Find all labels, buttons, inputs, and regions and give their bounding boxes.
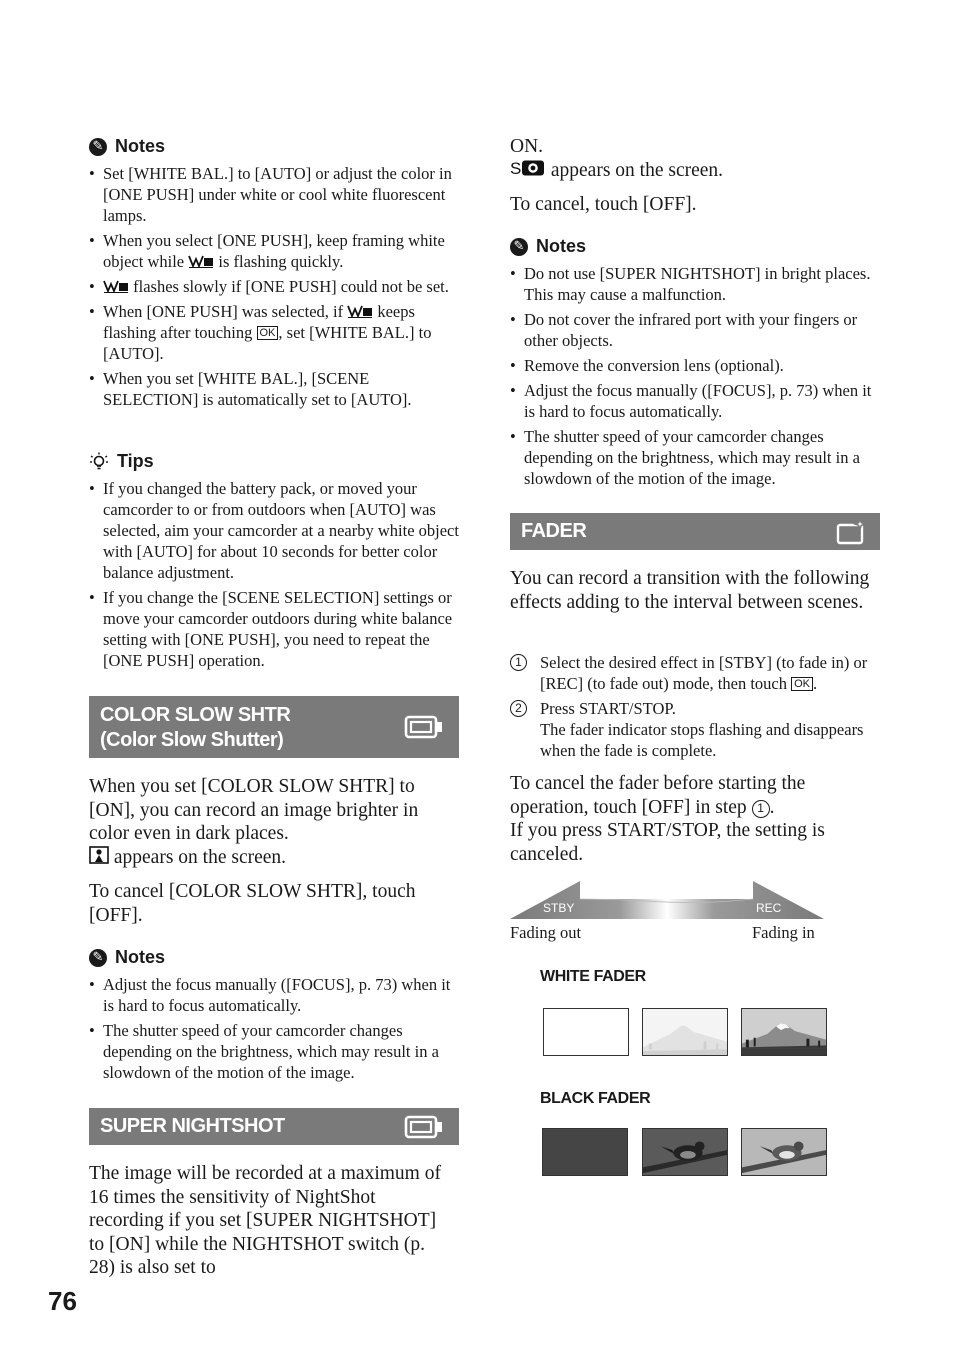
section-bar-color-slow-shtr bbox=[89, 696, 459, 758]
movie-mode-icon bbox=[404, 1115, 444, 1139]
list-item: 2 Press START/STOP. The fader indicator stops flashing and disappears when the fade is complete. bbox=[510, 698, 885, 761]
tips-list bbox=[89, 478, 464, 675]
photo-movie-mode-icon bbox=[836, 518, 868, 545]
notes-list bbox=[510, 263, 885, 493]
list-item: • Adjust the focus manually ([FOCUS], p. 73) when it is hard to focus automatically. bbox=[510, 380, 885, 422]
lightbulb-icon bbox=[89, 452, 109, 472]
step-number-icon: 1 bbox=[752, 800, 770, 818]
tips-heading: Tips bbox=[89, 451, 154, 472]
notes-heading: ✎ Notes bbox=[89, 947, 165, 968]
list-item: • If you change the [SCENE SELECTION] settings or move your camcorder outdoors during white balance setting with [ONE PUSH], you need to repeat the [ONE PUSH] operation. bbox=[89, 587, 464, 671]
white-fader-frame-3 bbox=[741, 1008, 827, 1056]
notes-heading: ✎ Notes bbox=[510, 236, 586, 257]
black-fader-frame-1 bbox=[542, 1128, 628, 1176]
notes-icon: ✎ bbox=[510, 238, 528, 256]
white-fader-frame-1 bbox=[543, 1008, 629, 1056]
color-slow-cancel: To cancel [COLOR SLOW SHTR], touch [OFF]. bbox=[89, 881, 416, 926]
section-title: COLOR SLOW SHTR bbox=[100, 704, 291, 726]
notes-heading: ✎ Notes bbox=[89, 136, 165, 157]
list-item: • Set [WHITE BAL.] to [AUTO] or adjust the color in [ONE PUSH] under white or cool white fluorescent lamps. bbox=[89, 163, 461, 226]
black-fader-frame-2 bbox=[642, 1128, 728, 1176]
ok-button-icon: OK bbox=[791, 677, 813, 691]
white-balance-icon bbox=[347, 304, 373, 318]
fading-in-label: Fading in bbox=[752, 923, 815, 942]
list-item: • Do not use [SUPER NIGHTSHOT] in bright places. This may cause a malfunction. bbox=[510, 263, 885, 305]
svg-text:S: S bbox=[510, 158, 522, 177]
list-item: • When [ONE PUSH] was selected, if keeps flashing after touching OK , set [WHITE BAL.] to [AUTO]. bbox=[89, 301, 461, 364]
section-bar-super-nightshot bbox=[89, 1108, 459, 1145]
section-bar-fader bbox=[510, 513, 880, 550]
page-number: 76 bbox=[48, 1286, 77, 1316]
list-item: • When you set [WHITE BAL.], [SCENE SELECTION] is automatically set to [AUTO]. bbox=[89, 368, 461, 410]
stby-label: STBY bbox=[543, 901, 575, 915]
notes-icon: ✎ bbox=[89, 949, 107, 967]
ok-button-icon: OK bbox=[257, 326, 279, 340]
white-balance-icon bbox=[103, 279, 129, 293]
color-slow-shutter-icon bbox=[89, 846, 109, 864]
notes-list bbox=[89, 163, 461, 414]
list-item: • The shutter speed of your camcorder changes depending on the brightness, which may result in a slowdown of the motion of the image. bbox=[89, 1020, 461, 1083]
section-title: FADER bbox=[521, 520, 587, 542]
fader-intro: You can record a transition with the following effects adding to the interval between scenes. bbox=[510, 568, 870, 613]
list-item: • When you select [ONE PUSH], keep framing white object while is flashing quickly. bbox=[89, 230, 461, 272]
step-number-icon: 2 bbox=[510, 700, 527, 717]
list-item: • flashes slowly if [ONE PUSH] could not be set. bbox=[89, 276, 461, 297]
list-item: 1 Select the desired effect in [STBY] (to fade in) or [REC] (to fade out) mode, then touch OK . bbox=[510, 652, 885, 694]
super-nightshot-cancel: To cancel, touch [OFF]. bbox=[510, 194, 697, 215]
white-fader-frame-2 bbox=[642, 1008, 728, 1056]
list-item: • If you changed the battery pack, or moved your camcorder to or from outdoors when [AUTO] was selected, aim your camcorder at a nearby white object with [AUTO] for about 10 seconds for better color balance adjustment. bbox=[89, 478, 464, 583]
notes-list bbox=[89, 974, 461, 1087]
list-item: • Do not cover the infrared port with your fingers or other objects. bbox=[510, 309, 885, 351]
fading-out-label: Fading out bbox=[510, 923, 582, 942]
step-number-icon: 1 bbox=[510, 654, 527, 671]
section-title: SUPER NIGHTSHOT bbox=[100, 1115, 285, 1137]
black-fader-heading: BLACK FADER bbox=[540, 1090, 651, 1107]
fader-cancel-paragraph: To cancel the fader before starting the operation, touch [OFF] in step 1 . If you press START/STOP, the setting is canceled. bbox=[510, 773, 825, 865]
list-item: • The shutter speed of your camcorder changes depending on the brightness, which may result in a slowdown of the motion of the image. bbox=[510, 426, 885, 489]
section-subtitle: (Color Slow Shutter) bbox=[100, 729, 284, 751]
super-nightshot-paragraph: The image will be recorded at a maximum of 16 times the sensitivity of NightShot recording if you set [SUPER NIGHTSHOT] to [ON] while the NIGHTSHOT switch (p. 28) is also set to bbox=[89, 1163, 441, 1278]
list-item: • Remove the conversion lens (optional). bbox=[510, 355, 885, 376]
white-fader-heading: WHITE FADER bbox=[540, 968, 646, 985]
fader-steps bbox=[510, 652, 885, 765]
list-item: • Adjust the focus manually ([FOCUS], p. 73) when it is hard to focus automatically. bbox=[89, 974, 461, 1016]
movie-mode-icon bbox=[404, 715, 444, 739]
notes-icon: ✎ bbox=[89, 138, 107, 156]
rec-label: REC bbox=[756, 901, 782, 915]
white-balance-icon bbox=[188, 254, 214, 268]
super-nightshot-icon bbox=[510, 159, 546, 177]
color-slow-paragraph: When you set [COLOR SLOW SHTR] to [ON], you can record an image brighter in color even in dark places. appears on the screen. bbox=[89, 776, 419, 868]
black-fader-frame-3 bbox=[741, 1128, 827, 1176]
super-nightshot-continued: ON. S appears on the screen. bbox=[510, 136, 724, 181]
